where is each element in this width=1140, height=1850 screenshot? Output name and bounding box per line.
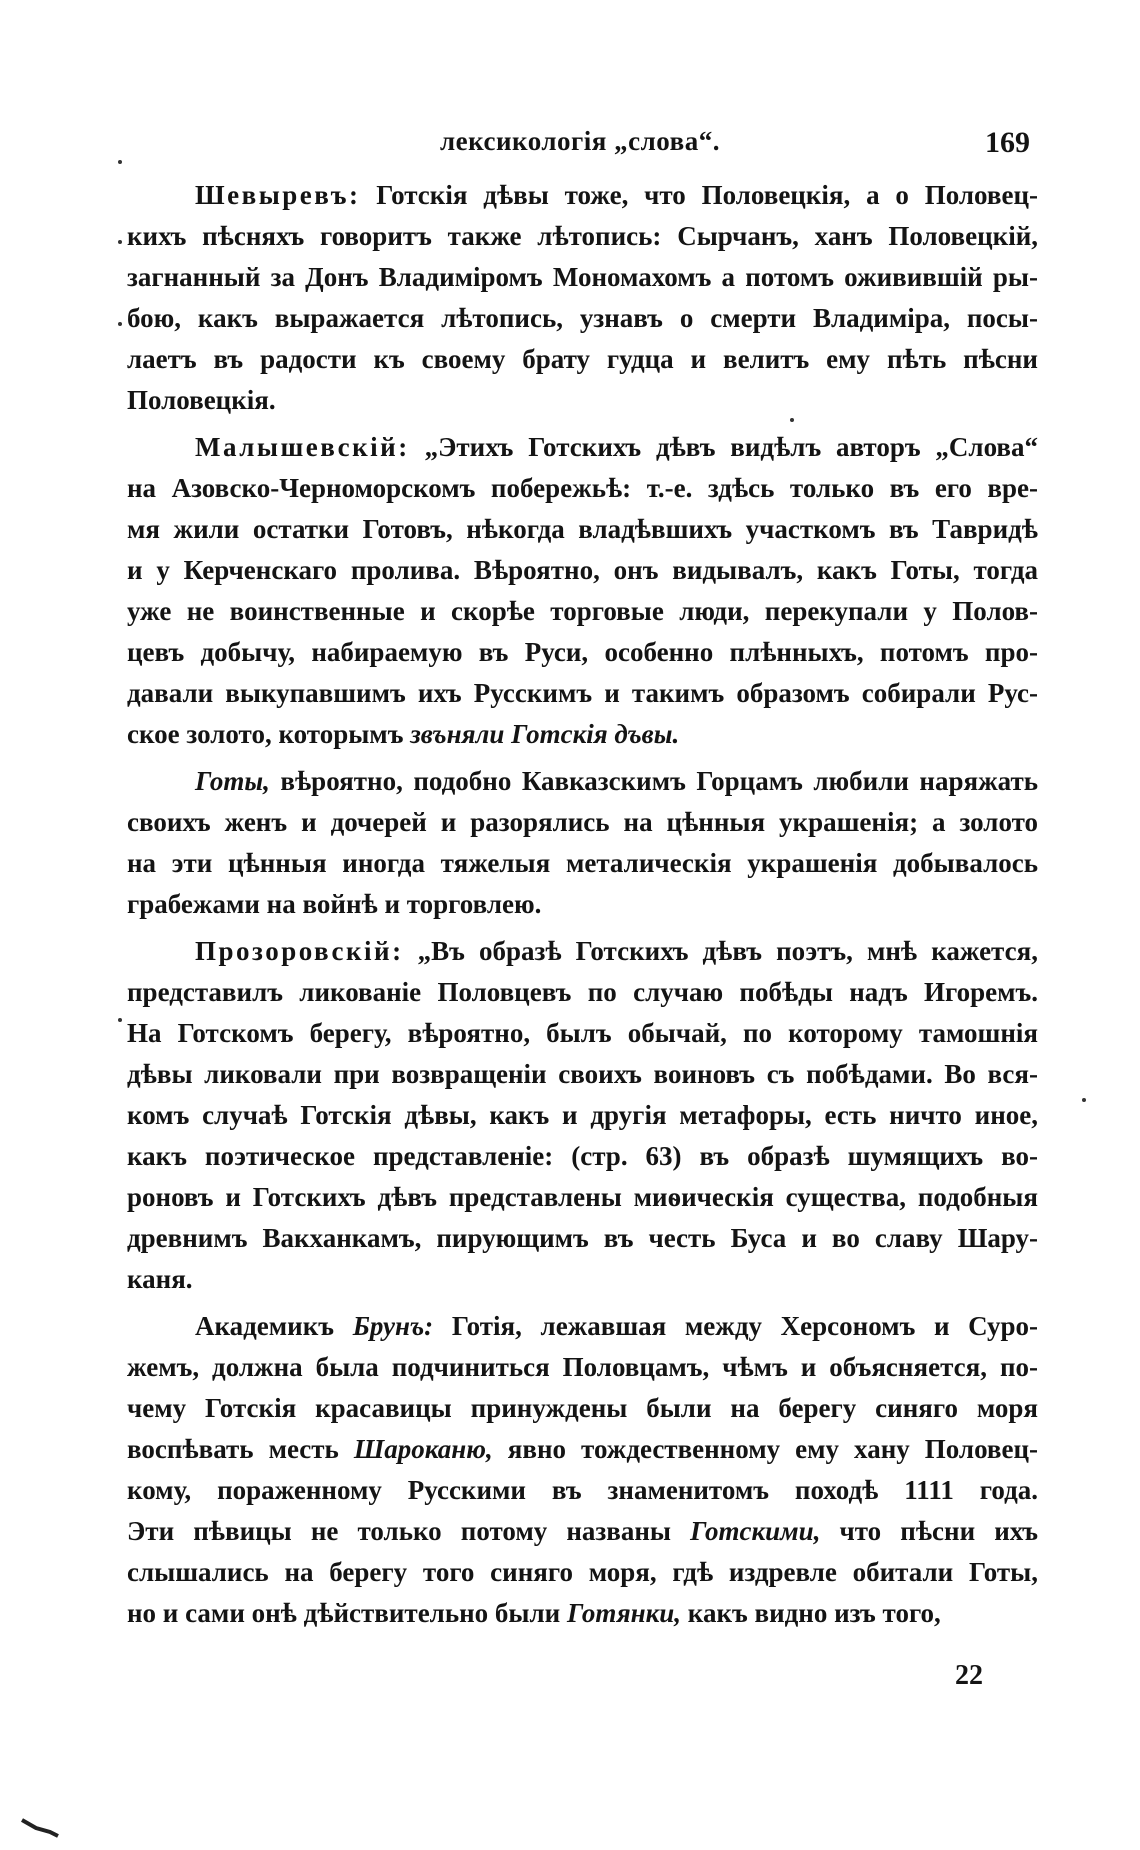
text-run: на Азовско-Черноморскомъ побережьѣ: т.-е. здѣсь только въ его вре- — [127, 473, 1038, 503]
italic-phrase: звъняли Готскія дъвы. — [410, 719, 680, 749]
printer-signature-mark: 22 — [955, 1660, 983, 1691]
running-title: лексикологія „слова“. — [440, 126, 720, 156]
text-run: цевъ добычу, набираемую въ Руси, особенно плѣнныхъ, потомъ про- — [127, 637, 1038, 667]
text-run: давали выкупавшимъ ихъ Русскимъ и такимъ образомъ собирали Рус- — [127, 678, 1038, 708]
text-run: „Этихъ Готскихъ дѣвъ видѣлъ авторъ „Слова“ — [409, 432, 1038, 462]
text-line — [127, 468, 1038, 509]
margin-speck — [118, 160, 122, 164]
text-run: „Въ образѣ Готскихъ дѣвъ поэтъ, мнѣ кажется, — [403, 936, 1038, 966]
text-run: вѣроятно, подобно Кавказскимъ Горцамъ любили наряжать — [269, 766, 1038, 796]
text-run: и у Керченскаго пролива. Вѣроятно, онъ видывалъ, какъ Готы, тогда — [127, 555, 1038, 585]
text-run: чему Готскія красавицы принуждены были на берегу синяго моря — [127, 1393, 1038, 1423]
text-run: роновъ и Готскихъ дѣвъ представлены миѳическія существа, подобныя — [127, 1182, 1038, 1212]
text-run: Готія, лежавшая между Херсономъ и Суро- — [433, 1311, 1038, 1341]
text-run: своихъ женъ и дочерей и разорялись на цѣнныя украшенія; а золото — [127, 807, 1038, 837]
text-run: воспѣвать месть — [127, 1434, 354, 1464]
text-line — [127, 257, 1038, 298]
cited-author: Прозоровскій: — [195, 936, 404, 966]
text-run: мя жили остатки Готовъ, нѣкогда владѣвшихъ участкомъ въ Тавридѣ — [127, 514, 1038, 544]
text-line — [127, 1470, 1038, 1511]
text-run: лаетъ въ радости къ своему брату гудца и велитъ ему пѣть пѣсни — [127, 344, 1038, 374]
text-run: кому, пораженному Русскими въ знаменитомъ походѣ 1111 года. — [127, 1475, 1038, 1505]
text-run: дѣвы ликовали при возвращеніи своихъ воиновъ съ побѣдами. Во вся- — [127, 1059, 1038, 1089]
text-line — [127, 175, 1038, 216]
text-run: что пѣсни ихъ — [820, 1516, 1038, 1546]
text-line — [127, 1347, 1038, 1388]
text-run: на эти цѣнныя иногда тяжелыя металическія украшенія добывалось — [127, 848, 1038, 878]
text-run: но и сами онѣ дѣйствительно были — [127, 1598, 567, 1628]
cited-author: Малышевскій: — [195, 432, 410, 462]
italic-phrase: Брунъ: — [352, 1311, 434, 1341]
text-line — [127, 1218, 1038, 1259]
text-line — [127, 632, 1038, 673]
text-run: грабежами на войнѣ и торговлею. — [127, 889, 542, 919]
text-line — [127, 1388, 1038, 1429]
text-line — [127, 380, 1038, 421]
text-line — [127, 591, 1038, 632]
text-line — [127, 339, 1038, 380]
text-line — [127, 509, 1038, 550]
text-line — [127, 1054, 1038, 1095]
scan-corner-mark — [20, 1818, 60, 1838]
italic-phrase: Готскими, — [690, 1516, 821, 1546]
text-run: ское золото, которымъ — [127, 719, 411, 749]
text-line — [127, 1095, 1038, 1136]
text-run: древнимъ Вакханкамъ, пирующимъ въ честь Буса и во славу Шару- — [127, 1223, 1038, 1253]
cited-author: Шевыревъ: — [195, 180, 361, 210]
text-line — [127, 843, 1038, 884]
text-run: Готскія дѣвы тоже, что Половецкія, а о Половец- — [360, 180, 1038, 210]
text-run: жемъ, должна была подчиниться Половцамъ, чѣмъ и объясняется, по- — [127, 1352, 1038, 1382]
text-run: какъ видно изъ того, — [681, 1598, 941, 1628]
text-line — [127, 884, 1038, 925]
text-line — [127, 1552, 1038, 1593]
text-run: бою, какъ выражается лѣтопись, узнавъ о смерти Владиміра, посы- — [127, 303, 1038, 333]
text-line — [127, 550, 1038, 591]
text-run: слышались на берегу того синяго моря, гдѣ издревле обитали Готы, — [127, 1557, 1038, 1587]
margin-speck — [118, 322, 122, 326]
body-text — [127, 175, 1038, 1634]
text-line — [127, 1511, 1038, 1552]
text-run: уже не воинственные и скорѣе торговые люди, перекупали у Полов- — [127, 596, 1038, 626]
text-line — [127, 1136, 1038, 1177]
text-line — [127, 972, 1038, 1013]
text-line — [127, 802, 1038, 843]
margin-speck — [1082, 1098, 1086, 1102]
margin-speck — [118, 1018, 122, 1022]
margin-speck — [118, 240, 122, 244]
text-line — [127, 1177, 1038, 1218]
page-number: 169 — [985, 126, 1030, 159]
text-line — [127, 1593, 1038, 1634]
running-head — [0, 126, 1140, 170]
margin-speck — [790, 418, 794, 422]
text-run: кихъ пѣсняхъ говоритъ также лѣтопись: Сырчанъ, ханъ Половецкій, — [127, 221, 1038, 251]
text-run: комъ случаѣ Готскія дѣвы, какъ и другія метафоры, есть ничто иное, — [127, 1100, 1038, 1130]
text-run: Половецкія. — [127, 385, 276, 415]
text-line — [127, 761, 1038, 802]
text-line — [127, 1013, 1038, 1054]
text-run: На Готскомъ берегу, вѣроятно, былъ обычай, по которому тамошнія — [127, 1018, 1038, 1048]
text-run: Эти пѣвицы не только потому названы — [127, 1516, 691, 1546]
text-run: загнанный за Донъ Владиміромъ Мономахомъ а потомъ оживившій ры- — [127, 262, 1038, 292]
text-line — [127, 427, 1038, 468]
text-run: какъ поэтическое представленіе: (стр. 63) въ образѣ шумящихъ во- — [127, 1141, 1038, 1171]
text-run: явно тождественному ему хану Половец- — [492, 1434, 1039, 1464]
text-line — [127, 1306, 1038, 1347]
italic-phrase: Шароканю, — [353, 1434, 493, 1464]
text-line — [127, 216, 1038, 257]
text-line — [127, 673, 1038, 714]
text-run: Академикъ — [195, 1311, 353, 1341]
text-line — [127, 1429, 1038, 1470]
text-line — [127, 298, 1038, 339]
italic-phrase: Готы, — [195, 766, 270, 796]
italic-phrase: Готянки, — [566, 1598, 682, 1628]
text-line — [127, 931, 1038, 972]
text-line — [127, 1259, 1038, 1300]
text-run: каня. — [127, 1264, 193, 1294]
text-line — [127, 714, 1038, 755]
text-run: представилъ ликованіе Половцевъ по случаю побѣды надъ Игоремъ. — [127, 977, 1038, 1007]
